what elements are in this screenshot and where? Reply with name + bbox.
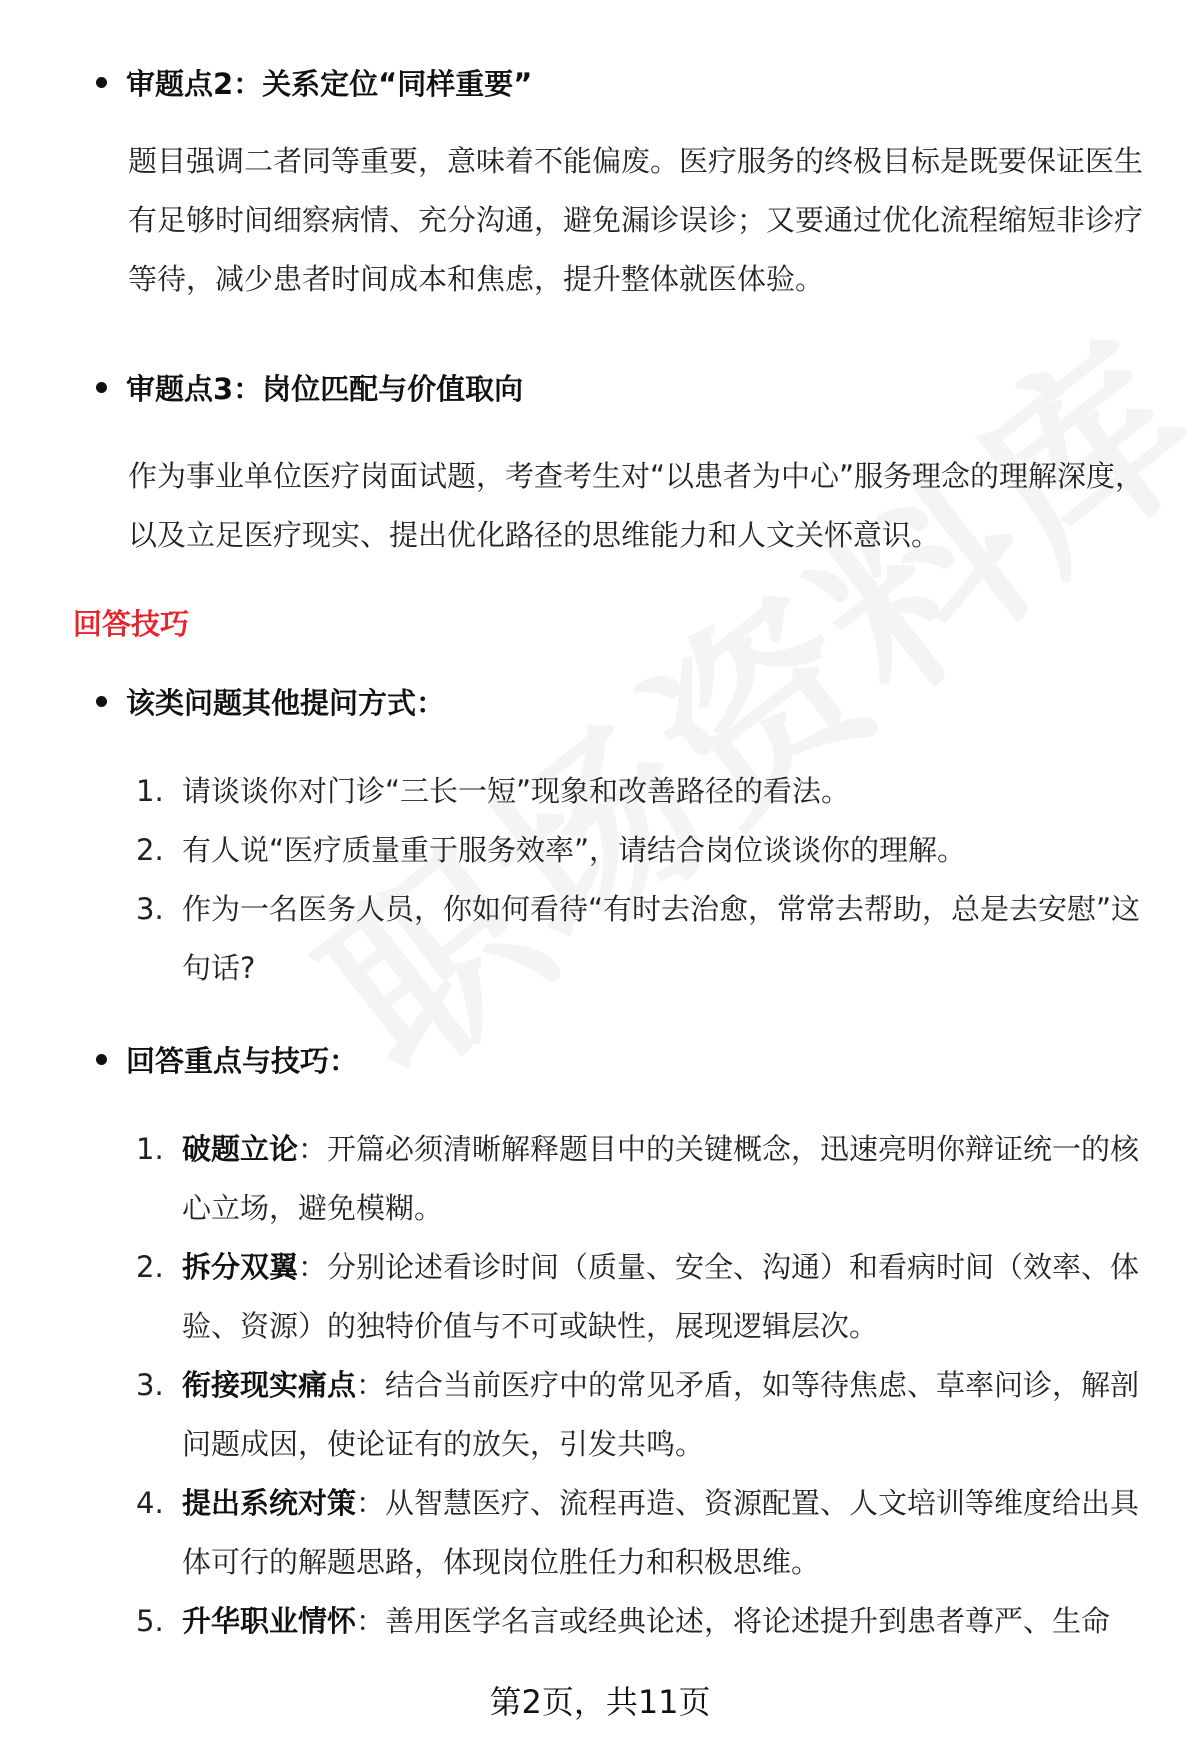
bullet-heading-point3 bbox=[96, 367, 523, 407]
list-item-label: 衔接现实痛点 bbox=[182, 1368, 357, 1402]
list-item-label: 提出系统对策 bbox=[182, 1486, 357, 1520]
list-item bbox=[136, 1120, 1146, 1238]
list-number: 4. bbox=[136, 1486, 164, 1520]
list-item-text: 请谈谈你对门诊“三长一短”现象和改善路径的看法。 bbox=[182, 774, 851, 808]
list-number: 3. bbox=[136, 892, 164, 926]
bullet-dot-icon bbox=[96, 382, 107, 393]
list-item bbox=[136, 880, 1146, 998]
bullet-heading-point2 bbox=[96, 62, 532, 102]
list-item-label: 破题立论 bbox=[182, 1132, 299, 1166]
paragraph-point2: 题目强调二者同等重要，意味着不能偏废。医疗服务的终极目标是既要保证医生有足够时间细察病情、充分沟通，避免漏诊误诊；又要通过优化流程缩短非诊疗等待，减少患者时间成本和焦虑，提升整体就医体验。 bbox=[128, 144, 1144, 296]
bullet-heading-text: 审题点3：岗位匹配与价值取向 bbox=[126, 371, 524, 406]
list-item bbox=[136, 1474, 1146, 1592]
bullet-dot-icon bbox=[96, 696, 107, 707]
list-item bbox=[136, 762, 1146, 821]
list-number: 2. bbox=[136, 1250, 164, 1284]
list-item-text: ：分别论述看诊时间（质量、安全、沟通）和看病时间（效率、体验、资源）的独特价值与不可或缺性，展现逻辑层次。 bbox=[182, 1250, 1140, 1343]
list-item-label: 拆分双翼 bbox=[182, 1250, 299, 1284]
section-title-answer-tips: 回答技巧 bbox=[73, 607, 190, 641]
list-item bbox=[136, 1592, 1146, 1651]
page-footer: 第2页，共11页 bbox=[489, 1683, 711, 1721]
bullet-dot-icon bbox=[96, 77, 107, 88]
list-number: 3. bbox=[136, 1368, 164, 1402]
list-item-text: 有人说“医疗质量重于服务效率”，请结合岗位谈谈你的理解。 bbox=[182, 833, 967, 867]
bullet-heading-key-points bbox=[96, 1039, 358, 1079]
list-number: 5. bbox=[136, 1604, 164, 1638]
bullet-heading-text: 该类问题其他提问方式： bbox=[126, 685, 446, 720]
list-number: 1. bbox=[136, 774, 164, 808]
key-points-list bbox=[136, 1120, 1146, 1651]
list-item-label: 升华职业情怀 bbox=[182, 1604, 357, 1638]
bullet-heading-text: 审题点2：关系定位“同样重要” bbox=[126, 66, 533, 101]
list-number: 2. bbox=[136, 833, 164, 867]
list-item bbox=[136, 821, 1146, 880]
bullet-heading-other-ways bbox=[96, 681, 445, 721]
list-item bbox=[136, 1238, 1146, 1356]
bullet-heading-text: 回答重点与技巧： bbox=[126, 1043, 359, 1078]
list-item-text: ：开篇必须清晰解释题目中的关键概念，迅速亮明你辩证统一的核心立场，避免模糊。 bbox=[182, 1132, 1140, 1225]
list-item-text: 作为一名医务人员，你如何看待“有时去治愈，常常去帮助，总是去安慰”这句话? bbox=[182, 892, 1141, 985]
list-number: 1. bbox=[136, 1132, 164, 1166]
list-item-text: ：善用医学名言或经典论述，将论述提升到患者尊严、生命 bbox=[356, 1604, 1111, 1638]
list-item-text: ：结合当前医疗中的常见矛盾，如等待焦虑、草率问诊，解剖问题成因，使论证有的放矢，引发共鸣。 bbox=[182, 1368, 1140, 1461]
list-item bbox=[136, 1356, 1146, 1474]
bullet-dot-icon bbox=[96, 1054, 107, 1065]
other-ways-list bbox=[136, 762, 1146, 998]
paragraph-point3: 作为事业单位医疗岗面试题，考查考生对“以患者为中心”服务理念的理解深度，以及立足医疗现实、提出优化路径的思维能力和人文关怀意识。 bbox=[128, 459, 1145, 552]
list-item-text: ：从智慧医疗、流程再造、资源配置、人文培训等维度给出具体可行的解题思路，体现岗位胜任力和积极思维。 bbox=[182, 1486, 1140, 1579]
